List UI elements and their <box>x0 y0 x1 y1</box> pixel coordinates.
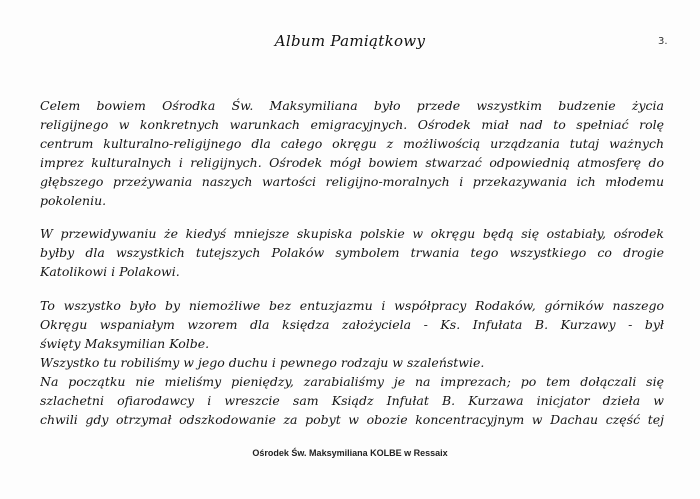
text-line: To wszystko było by niemożliwe bez entuzjazmu i współpracy Rodaków, górników naszego <box>40 298 664 313</box>
text-line: szlachetni ofiarodawcy i wreszcie sam Ksiądz Infułat B. Kurzawa inicjator dzieła w <box>40 393 664 408</box>
paragraph-3 <box>40 296 664 429</box>
text-line: W przewidywaniu że kiedyś mniejsze skupiska polskie w okręgu będą się ostabiały, ośrodek <box>40 226 664 241</box>
text-line: pokoleniu. <box>40 193 107 208</box>
text-line: głębszego przeżywania naszych wartości religijno-moralnych i przekazywania ich młodemu <box>40 174 664 189</box>
text-line: byłby dla wszystkich tutejszych Polaków symbolem trwania tego wszystkiego co drogie <box>40 245 664 260</box>
text-line: Na początku nie mieliśmy pieniędzy, zarabialiśmy je na imprezach; po tem dołączali się <box>40 374 664 389</box>
footer-caption: Ośrodek Św. Maksymiliana KOLBE w Ressaix <box>252 448 448 458</box>
text-line: Celem bowiem Ośrodka Św. Maksymiliana było przede wszystkim budzenie życia <box>40 98 664 113</box>
text-line: chwili gdy otrzymał odszkodowanie za pobyt w obozie koncentracyjnym w Dachau część tej <box>40 412 664 427</box>
paragraph-2 <box>40 224 664 281</box>
text-line: Katolikowi i Polakowi. <box>40 264 180 279</box>
album-title: Album Pamiątkowy <box>274 32 426 50</box>
page-number: 3. <box>658 36 668 47</box>
text-line: Wszystko tu robiliśmy w jego duchu i pewnego rodzaju w szaleństwie. <box>40 355 485 370</box>
text-line: imprez kulturalnych i religijnych. Ośrodek mógł bowiem stwarzać odpowiednią atmosferę do <box>40 155 664 170</box>
text-line: święty Maksymilian Kolbe. <box>40 336 210 351</box>
text-line: Okręgu wspaniałym wzorem dla księdza założyciela - Ks. Infułata B. Kurzawy - był <box>40 317 664 332</box>
paragraph-1 <box>40 96 664 210</box>
text-line: centrum kulturalno-religijnego dla całego okręgu z możliwością urządzania tutaj ważnych <box>40 136 664 151</box>
text-line: religijnego w konkretnych warunkach emigracyjnych. Ośrodek miał nad to spełniać rolę <box>40 117 664 132</box>
